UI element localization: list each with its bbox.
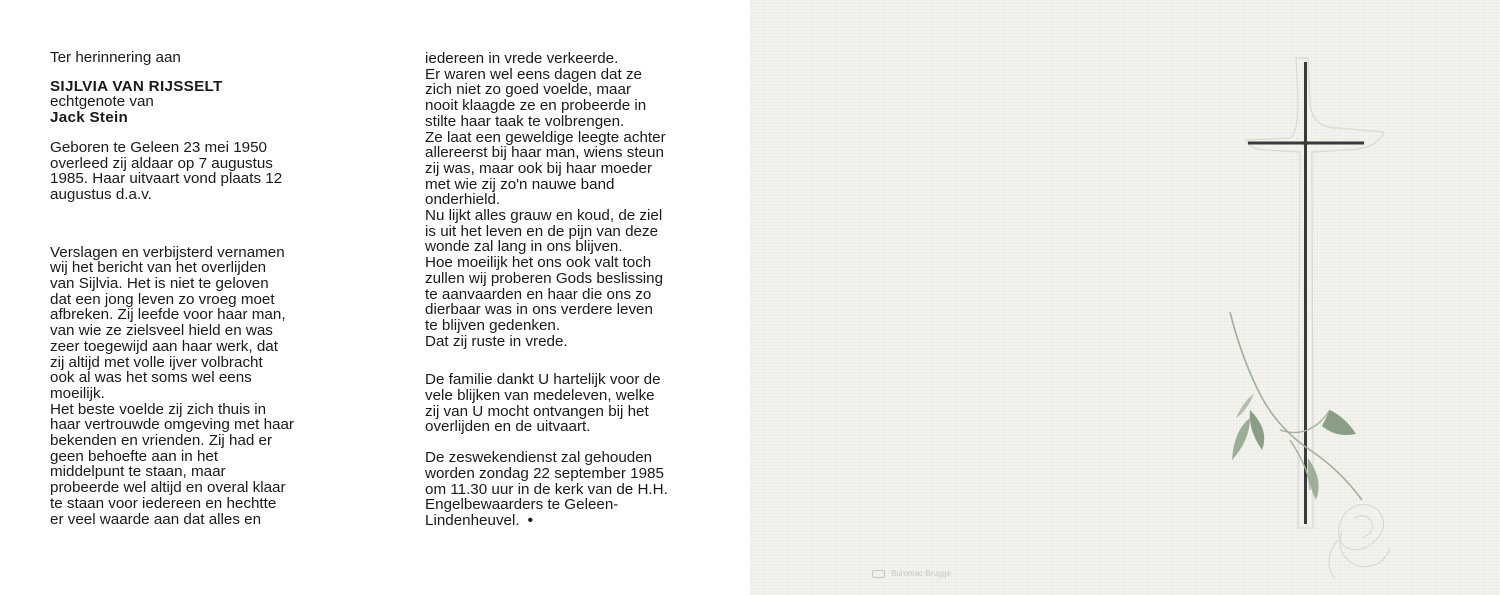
- text-line: te aanvaarden en haar die ons zo: [425, 285, 652, 303]
- text-line: te staan voor iedereen en hechtte: [50, 494, 277, 512]
- cross-outline: [1246, 58, 1384, 528]
- text-line: Geboren te Geleen 23 mei 1950: [50, 138, 267, 156]
- cross-icon: [1248, 62, 1364, 524]
- rose-icon: [1230, 312, 1390, 578]
- text-line: zij van U mocht ontvangen bij het: [425, 402, 649, 420]
- text-line: zich niet zo goed voelde, maar: [425, 81, 631, 99]
- text-line: overleed zij aldaar op 7 augustus: [50, 154, 273, 172]
- text-line: overlijden en de uitvaart.: [425, 418, 591, 436]
- text-line: geen behoefte aan in het: [50, 447, 219, 465]
- text-line: dierbaar was in ons verdere leven: [425, 301, 653, 319]
- text-line: ook al was het soms wel eens: [50, 369, 252, 387]
- text-line: Hoe moeilijk het ons ook valt toch: [425, 254, 652, 272]
- spouse-name: Jack Stein: [50, 109, 129, 127]
- text-line: Lindenheuvel.: [425, 511, 520, 529]
- text-line: middelpunt te staan, maar: [50, 463, 226, 481]
- text-line: Engelbewaarders te Geleen-: [425, 496, 619, 514]
- text-line: nooit klaagde ze en probeerde in: [425, 97, 647, 115]
- intro-line: Ter herinnering aan: [50, 49, 181, 66]
- right-column: [425, 51, 725, 529]
- text-line: 1985. Haar uitvaart vond plaats 12: [50, 170, 283, 188]
- text-line: Dat zij ruste in vrede.: [425, 332, 568, 350]
- text-line: zeer toegewijd aan haar werk, dat: [50, 337, 278, 355]
- text-line: afbreken. Zij leefde voor haar man,: [50, 306, 286, 324]
- text-line: probeerde wel altijd en overal klaar: [50, 479, 286, 497]
- printer-mark: [872, 569, 951, 578]
- text-line: Het beste voelde zij zich thuis in: [50, 400, 267, 418]
- text-line: er veel waarde aan dat alles en: [50, 510, 262, 528]
- cross-rose-illustration: [750, 0, 1500, 595]
- text-line: De zeswekendienst zal gehouden: [425, 449, 653, 467]
- text-line: Nu lijkt alles grauw en koud, de ziel: [425, 207, 663, 225]
- text-line: te blijven gedenken.: [425, 316, 561, 334]
- left-column: [50, 50, 380, 527]
- text-line: dat een jong leven zo vroeg moet: [50, 290, 275, 308]
- text-line: allereerst bij haar man, wiens steun: [425, 144, 664, 162]
- text-line: moeilijk.: [50, 384, 105, 402]
- text-line: wonde zal lang in ons blijven.: [425, 238, 623, 256]
- text-line: van wie ze zielsveel hield en was: [50, 322, 273, 340]
- text-line: met wie zij zo'n nauwe band: [425, 175, 615, 193]
- text-line: Er waren wel eens dagen dat ze: [425, 65, 642, 83]
- text-line: zij altijd met volle ijver volbracht: [50, 353, 263, 371]
- text-line: augustus d.a.v.: [50, 185, 152, 203]
- text-line: Ze laat een geweldige leegte achter: [425, 128, 666, 146]
- printer-name: Buromac Brugge: [891, 569, 952, 578]
- text-line: wij het bericht van het overlijden: [50, 259, 267, 277]
- card-front: [750, 0, 1500, 595]
- text-line: worden zondag 22 september 1985: [425, 464, 664, 482]
- text-line: om 11.30 uur in de kerk van de H.H.: [425, 480, 668, 498]
- text-line: vele blijken van medeleven, welke: [425, 387, 655, 405]
- text-line: iedereen in vrede verkeerde.: [425, 50, 619, 67]
- text-line: zullen wij proberen Gods beslissing: [425, 269, 664, 287]
- text-line: De familie dankt U hartelijk voor de: [425, 371, 661, 389]
- text-line: haar vertrouwde omgeving met haar: [50, 416, 294, 434]
- end-dot: •: [527, 511, 533, 529]
- printer-logo-icon: [872, 570, 885, 578]
- text-line: zij was, maar ook bij haar moeder: [425, 159, 653, 177]
- text-line: bekenden en vrienden. Zij had er: [50, 432, 273, 450]
- text-line: stilte haar taak te volbrengen.: [425, 112, 625, 130]
- relation-line: echtgenote van: [50, 93, 154, 111]
- deceased-name: SIJLVIA VAN RIJSSELT: [50, 77, 223, 95]
- text-line: Verslagen en verbijsterd vernamen: [50, 243, 285, 261]
- text-line: onderhield.: [425, 191, 501, 209]
- text-line: is uit het leven en de pijn van deze: [425, 222, 659, 240]
- text-line: van Sijlvia. Het is niet te geloven: [50, 275, 269, 293]
